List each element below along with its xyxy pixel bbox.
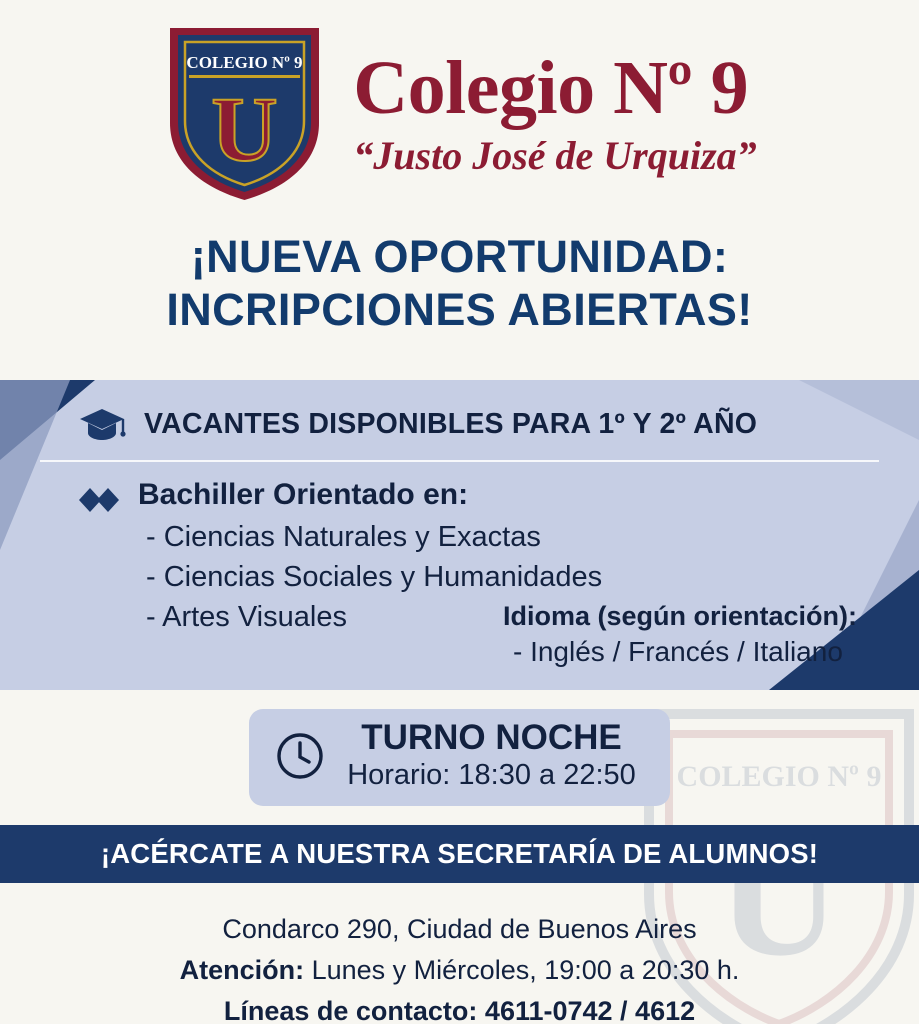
list-item: - Ciencias Sociales y Humanidades (146, 560, 603, 593)
contact-lines (0, 991, 919, 1024)
contact-attention-value: Lunes y Miércoles, 19:00 a 20:30 h. (311, 955, 740, 986)
turno-title: TURNO NOCHE (361, 717, 622, 757)
vacantes-row (0, 380, 919, 442)
crest-letter: U (211, 77, 279, 180)
headline-line-1: ¡NUEVA OPORTUNIDAD: (190, 231, 729, 282)
idioma-block (503, 601, 857, 668)
header-titles (353, 46, 756, 179)
svg-text:U: U (717, 803, 841, 991)
idioma-title: Idioma (según orientación): (502, 601, 857, 632)
double-diamond-icon (78, 486, 120, 514)
contact-address: Condarco 290, Ciudad de Buenos Aires (222, 914, 697, 945)
headline-line-2: INCRIPCIONES ABIERTAS! (166, 284, 753, 336)
bachiller-title: Bachiller Orientado en: (138, 478, 469, 512)
footer-bar (0, 825, 919, 883)
turno-card (249, 709, 670, 807)
contact-attention-label: Atención: (179, 955, 305, 986)
list-item: - Artes Visuales (146, 600, 347, 633)
info-band (0, 380, 919, 690)
contact-lines-label: Líneas de contacto: (223, 996, 478, 1024)
list-item: - Ciencias Naturales y Exactas (146, 521, 541, 554)
school-crest-icon (162, 20, 327, 205)
turno-schedule: Horario: 18:30 a 22:50 (347, 759, 636, 792)
turno-texts (347, 719, 636, 793)
turno-section (0, 690, 919, 825)
school-subtitle: “Justo José de Urquiza” (353, 132, 757, 178)
footer-bar-text: ¡ACÉRCATE A NUESTRA SECRETARÍA DE ALUMNOS! (100, 838, 819, 870)
contact-attention (0, 950, 919, 991)
clock-icon (275, 731, 325, 781)
contact-lines-value: 4611-0742 / 4612 (484, 996, 696, 1024)
graduation-cap-icon (78, 406, 126, 442)
contact-block (0, 883, 919, 1024)
crest-label: COLEGIO Nº 9 (186, 52, 303, 72)
idioma-item: - Inglés / Francés / Italiano (512, 636, 843, 668)
vacantes-text: VACANTES DISPONIBLES PARA 1º Y 2º AÑO (144, 407, 758, 440)
school-name: Colegio Nº 9 (353, 45, 749, 130)
headline (0, 230, 919, 336)
svg-text:COLEGIO Nº 9: COLEGIO Nº 9 (676, 760, 882, 793)
header (0, 0, 919, 210)
